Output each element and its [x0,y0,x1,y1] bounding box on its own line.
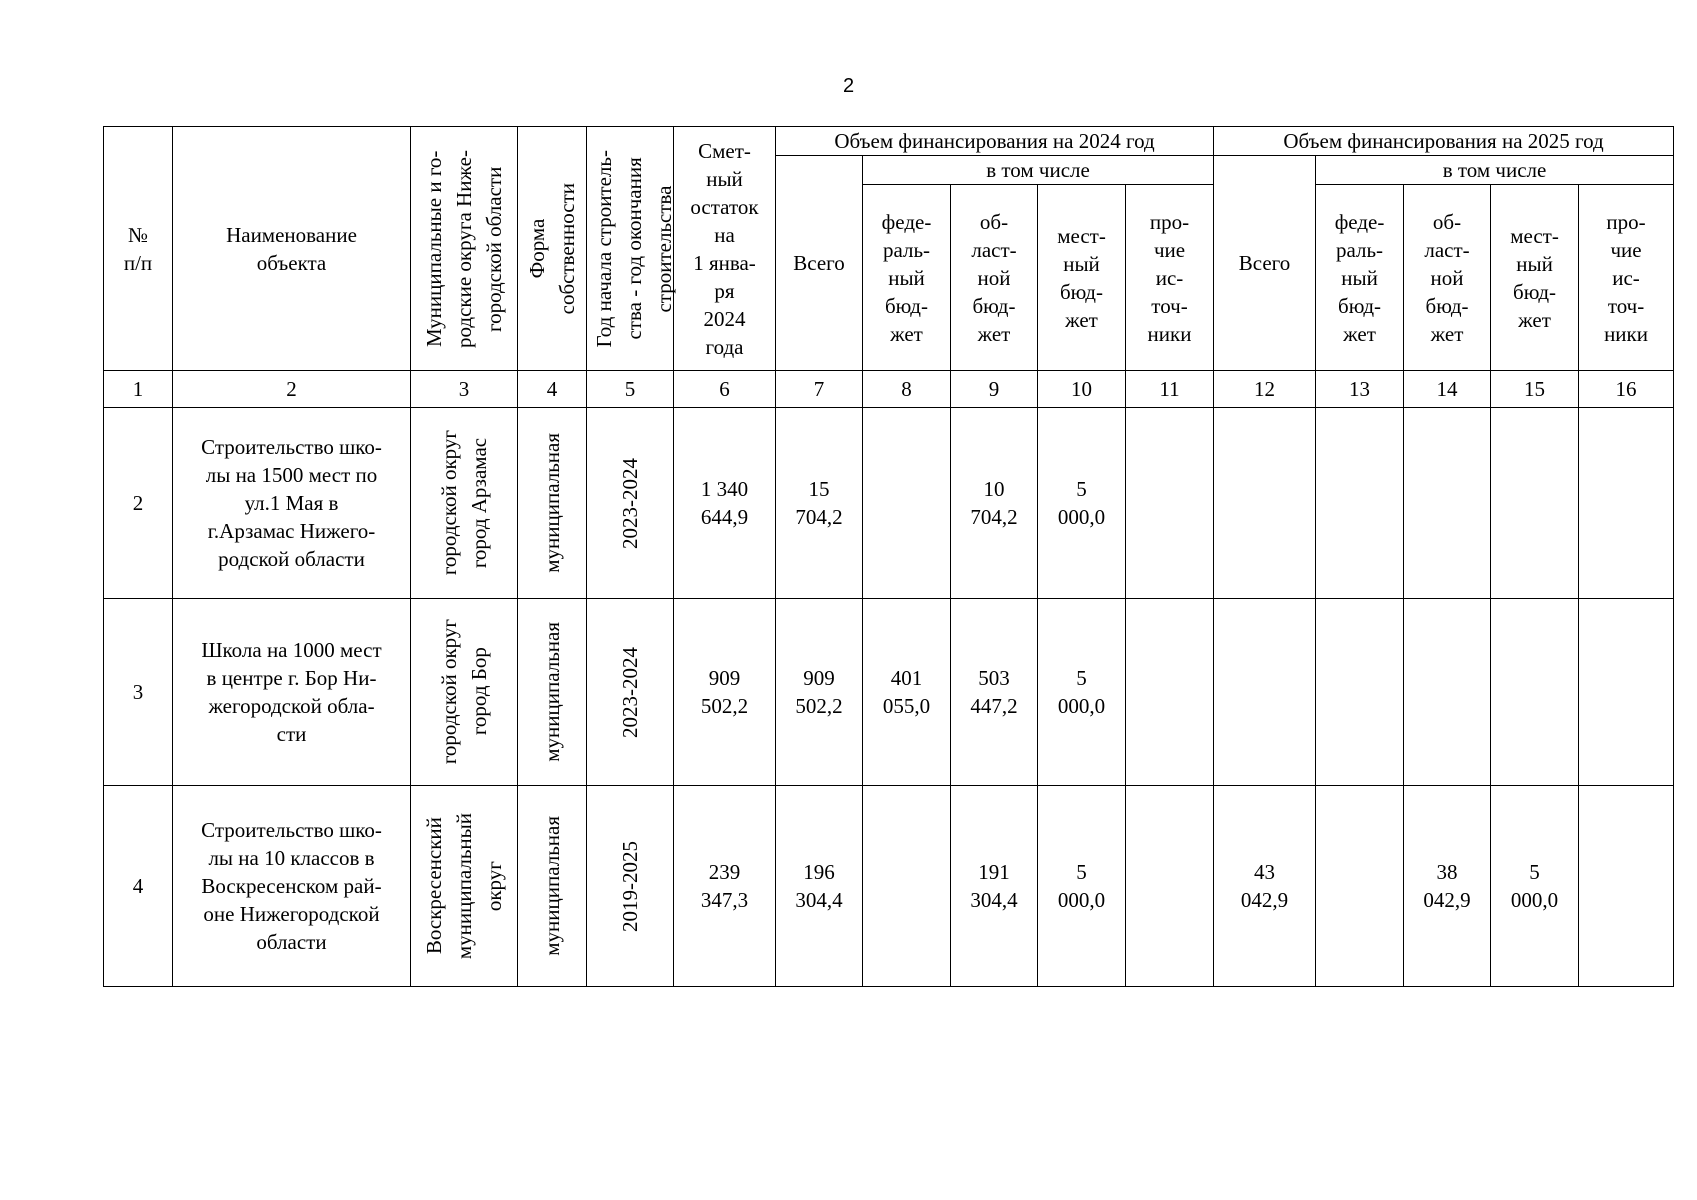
municipality: городской округ город Бор [437,619,491,765]
column-number: 11 [1126,371,1214,408]
header-2025-regional: об- ласт- ной бюд- жет [1404,185,1491,371]
header-ownership-cell [518,127,587,371]
federal-2024 [863,408,951,599]
municipality-cell [411,408,518,599]
total-2025 [1214,599,1316,786]
total-2024: 909 502,2 [776,599,863,786]
federal-2024: 401 055,0 [863,599,951,786]
header-municipality: Муниципальные и го- родские округа Ниже- городской области [422,149,506,348]
municipality: Воскресенский муниципальный округ [422,812,506,960]
column-number: 16 [1579,371,1674,408]
column-number: 14 [1404,371,1491,408]
years: 2019-2025 [618,840,642,932]
total-2024: 15 704,2 [776,408,863,599]
years-cell [587,786,674,987]
row-num: 4 [104,786,173,987]
table-row [104,408,1674,599]
column-number: 5 [587,371,674,408]
other-2025 [1579,786,1674,987]
local-2025 [1491,408,1579,599]
header-2024-other: про- чие ис- точ- ники [1126,185,1214,371]
municipality-cell [411,786,518,987]
row-num: 2 [104,408,173,599]
header-2025-including: в том числе [1316,156,1674,185]
federal-2025 [1316,408,1404,599]
federal-2024 [863,786,951,987]
remainder: 909 502,2 [674,599,776,786]
years-cell [587,599,674,786]
other-2024 [1126,786,1214,987]
regional-2024: 191 304,4 [951,786,1038,987]
column-number-row [104,371,1674,408]
ownership-cell [518,599,587,786]
local-2024: 5 000,0 [1038,408,1126,599]
header-2024-regional: об- ласт- ной бюд- жет [951,185,1038,371]
page-number: 2 [842,75,855,97]
table-row [104,786,1674,987]
header-2024-including: в том числе [863,156,1214,185]
ownership: муниципальная [540,816,564,956]
header-2024-local: мест- ный бюд- жет [1038,185,1126,371]
column-number: 4 [518,371,587,408]
header-num: № п/п [104,127,173,371]
years: 2023-2024 [618,646,642,738]
local-2024: 5 000,0 [1038,599,1126,786]
federal-2025 [1316,599,1404,786]
object-name: Строительство шко- лы на 1500 мест по ул.1 Мая в г.Арзамас Нижего- родской области [173,408,411,599]
ownership-cell [518,408,587,599]
remainder: 1 340 644,9 [674,408,776,599]
header-ownership: Форма собственности [525,182,579,315]
column-number: 3 [411,371,518,408]
ownership: муниципальная [540,622,564,762]
ownership: муниципальная [540,433,564,573]
header-municipality-cell [411,127,518,371]
regional-2025 [1404,599,1491,786]
local-2024: 5 000,0 [1038,786,1126,987]
header-2025-local: мест- ный бюд- жет [1491,185,1579,371]
municipality-cell [411,599,518,786]
federal-2025 [1316,786,1404,987]
header-2025-total: Всего [1214,156,1316,371]
column-number: 6 [674,371,776,408]
column-number: 13 [1316,371,1404,408]
total-2024: 196 304,4 [776,786,863,987]
header-years-cell [587,127,674,371]
years-cell [587,408,674,599]
column-number: 8 [863,371,951,408]
total-2025 [1214,408,1316,599]
object-name: Школа на 1000 мест в центре г. Бор Ни- жегородской обла- сти [173,599,411,786]
header-group-2024: Объем финансирования на 2024 год [776,127,1214,156]
row-num: 3 [104,599,173,786]
financing-table [103,126,1674,987]
column-number: 2 [173,371,411,408]
other-2025 [1579,599,1674,786]
header-remainder: Смет- ный остаток на 1 янва- ря 2024 года [674,127,776,371]
header-group-2025: Объем финансирования на 2025 год [1214,127,1674,156]
column-number: 7 [776,371,863,408]
header-years: Год начала строитель- ства - год окончания строительства [592,149,676,348]
object-name: Строительство шко- лы на 10 классов в Воскресенском рай- оне Нижегородской области [173,786,411,987]
table-row [104,599,1674,786]
header-2025-federal: феде- раль- ный бюд- жет [1316,185,1404,371]
header-name: Наименование объекта [173,127,411,371]
municipality: городской округ город Арзамас [437,430,491,576]
local-2025 [1491,599,1579,786]
other-2025 [1579,408,1674,599]
other-2024 [1126,599,1214,786]
remainder: 239 347,3 [674,786,776,987]
regional-2025 [1404,408,1491,599]
column-number: 1 [104,371,173,408]
column-number: 10 [1038,371,1126,408]
header-2025-other: про- чие ис- точ- ники [1579,185,1674,371]
other-2024 [1126,408,1214,599]
column-number: 12 [1214,371,1316,408]
column-number: 15 [1491,371,1579,408]
header-2024-total: Всего [776,156,863,371]
column-number: 9 [951,371,1038,408]
ownership-cell [518,786,587,987]
regional-2024: 10 704,2 [951,408,1038,599]
header-2024-federal: феде- раль- ный бюд- жет [863,185,951,371]
regional-2025: 38 042,9 [1404,786,1491,987]
total-2025: 43 042,9 [1214,786,1316,987]
years: 2023-2024 [618,457,642,549]
regional-2024: 503 447,2 [951,599,1038,786]
local-2025: 5 000,0 [1491,786,1579,987]
